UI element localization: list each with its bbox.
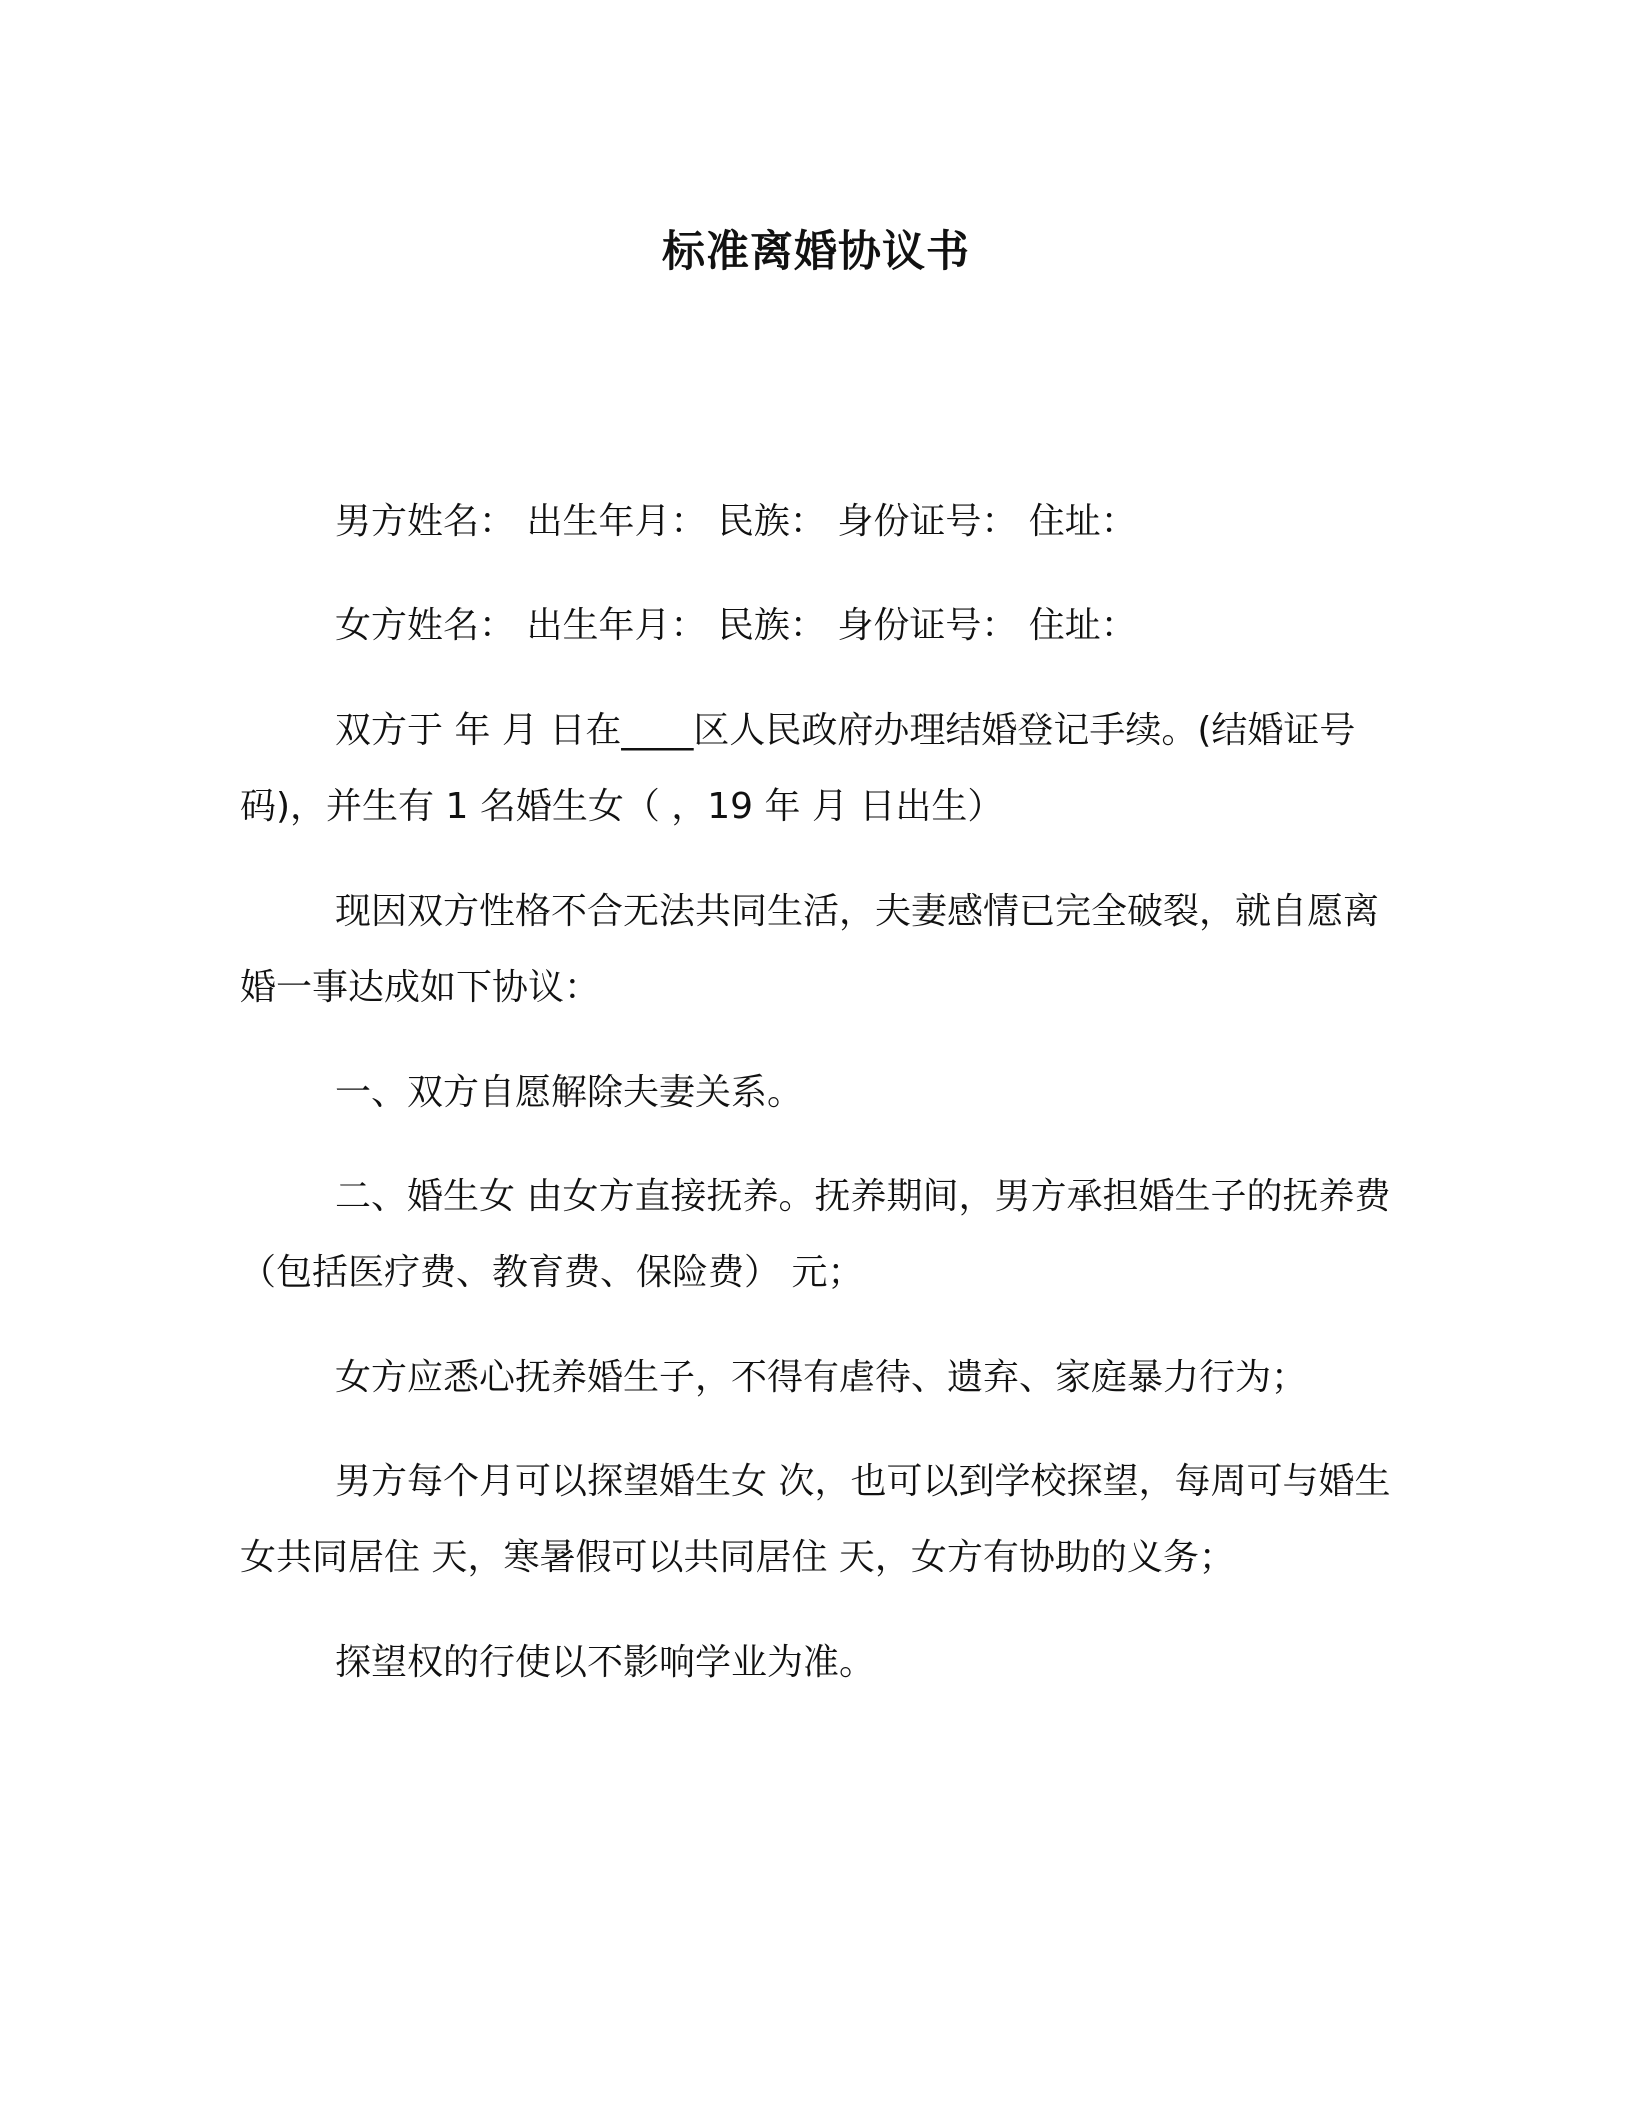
paragraph-female-info: 女方姓名： 出生年月： 民族： 身份证号： 住址：: [335, 605, 1137, 646]
paragraph-visitation: 男方每个月可以探望婚生女 次，也可以到学校探望，每周可与婚生女共同居住 天，寒暑假可以共同居住 天，女方有协助的义务；: [240, 1461, 1391, 1578]
paragraph-visitation-rule: 探望权的行使以不影响学业为准。: [335, 1642, 876, 1683]
paragraph-clause-2: 二、婚生女 由女方直接抚养。抚养期间，男方承担婚生子的抚养费（包括医疗费、教育费、保险费） 元；: [240, 1176, 1391, 1293]
paragraph-male-info: 男方姓名： 出生年月： 民族： 身份证号： 住址：: [335, 501, 1137, 542]
paragraph-reason: 现因双方性格不合无法共同生活，夫妻感情已完全破裂，就自愿离婚一事达成如下协议：: [240, 891, 1380, 1008]
paragraph-clause-1: 一、双方自愿解除夫妻关系。: [335, 1072, 804, 1113]
paragraph-care-duty: 女方应悉心抚养婚生子，不得有虐待、遗弃、家庭暴力行为；: [335, 1357, 1308, 1398]
paragraph-marriage-registration: 双方于 年 月 日在____区人民政府办理结婚登记手续。(结婚证号码)，并生有 1 名婚生女（ ，19 年 月 日出生）: [240, 710, 1356, 827]
document-title: 标准离婚协议书: [662, 227, 970, 277]
